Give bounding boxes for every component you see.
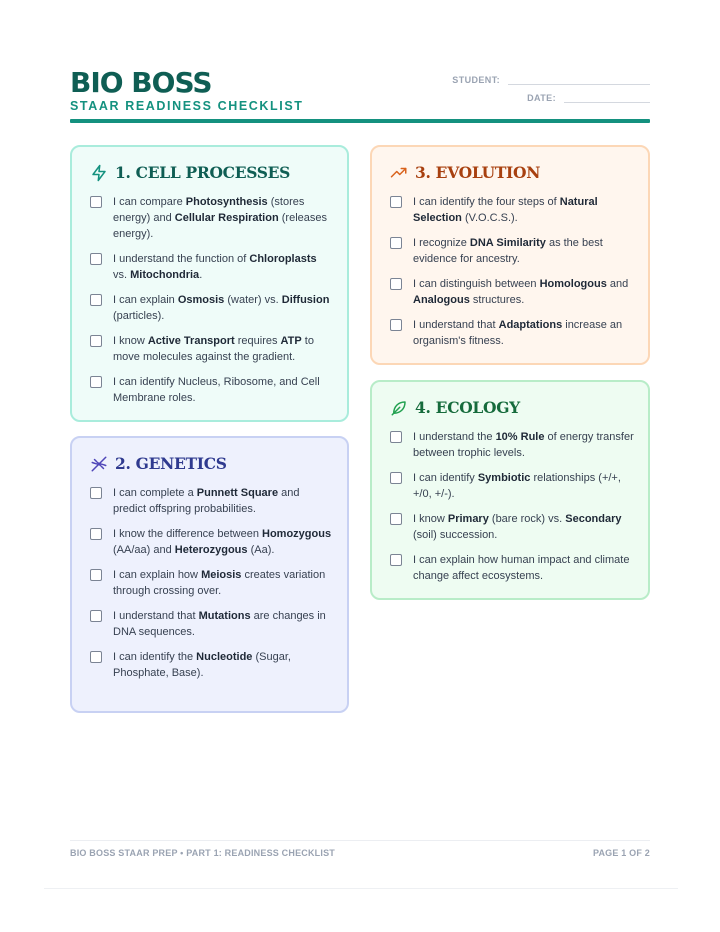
checkbox[interactable] <box>390 196 402 208</box>
key-term: ATP <box>280 335 302 347</box>
checklist-item <box>90 333 333 365</box>
item-text-run: to move molecules against the gradient. <box>113 335 314 363</box>
section-ecology <box>370 380 650 600</box>
checklist-item <box>90 526 333 558</box>
section-header <box>390 163 540 182</box>
checkbox[interactable] <box>390 319 402 331</box>
student-field <box>452 72 650 85</box>
checklist-item-text <box>113 292 333 324</box>
item-text-run: structures. <box>469 294 525 306</box>
key-term: Homologous <box>539 278 607 290</box>
item-text-run: (releases energy). <box>113 212 327 240</box>
checklist-item <box>90 567 333 599</box>
key-term: Primary <box>447 513 489 525</box>
checkbox[interactable] <box>390 237 402 249</box>
section-cell-processes <box>70 145 349 422</box>
key-term: Symbiotic <box>477 472 531 484</box>
page-edge <box>44 888 678 889</box>
item-text-run: requires <box>234 335 281 347</box>
item-text-run: are changes in DNA sequences. <box>113 610 326 638</box>
student-blank-line[interactable] <box>508 72 650 85</box>
checklist-item-text <box>113 649 333 681</box>
item-text-run: (AA/aa) and <box>113 544 175 556</box>
checklist-item-text <box>413 276 634 308</box>
checklist-item-text <box>113 526 333 558</box>
trending-up-icon <box>390 164 408 182</box>
key-term: 10% Rule <box>495 431 545 443</box>
lightning-bolt-icon <box>90 164 108 182</box>
section-title: 1. CELL PROCESSES <box>115 163 291 182</box>
item-text-run: (bare rock) vs. <box>488 513 566 525</box>
page-number: PAGE 1 OF 2 <box>592 848 650 858</box>
item-text-run: I know <box>413 513 448 525</box>
checkbox[interactable] <box>390 554 402 566</box>
item-text-run: I can explain how <box>113 569 202 581</box>
section-genetics <box>70 436 349 713</box>
item-text-run: as the best evidence for ancestry. <box>413 237 603 265</box>
section-title: 2. GENETICS <box>115 454 227 473</box>
checkbox[interactable] <box>90 253 102 265</box>
item-text-run: (stores energy) and <box>113 196 305 224</box>
item-text-run: of energy transfer between trophic levels. <box>413 431 634 459</box>
checklist-item <box>390 511 634 543</box>
checklist-item <box>90 194 333 242</box>
checkbox[interactable] <box>390 472 402 484</box>
key-term: Homozygous <box>262 528 332 540</box>
item-text-run: I know the difference between <box>113 528 263 540</box>
checklist-item <box>390 429 634 461</box>
item-text-run: I can identify <box>413 472 478 484</box>
key-term: DNA Similarity <box>469 237 546 249</box>
checklist-item <box>390 194 634 226</box>
item-text-run: I understand that <box>113 610 199 622</box>
page-title: BIO BOSS <box>70 66 212 99</box>
checklist-item-text <box>413 194 634 226</box>
date-field <box>527 90 650 103</box>
item-text-run: I can explain <box>113 294 178 306</box>
checkbox[interactable] <box>390 278 402 290</box>
checklist-item-text <box>413 317 634 349</box>
checkbox[interactable] <box>90 294 102 306</box>
item-text-run: (Sugar, Phosphate, Base). <box>113 651 291 679</box>
student-label: STUDENT: <box>452 75 500 85</box>
section-header <box>90 454 227 473</box>
item-text-run: . <box>199 269 203 281</box>
item-text-run: increase an organism's fitness. <box>413 319 623 347</box>
checklist-item <box>390 235 634 267</box>
checkbox[interactable] <box>90 487 102 499</box>
checklist-item-text <box>413 511 634 543</box>
footer-divider <box>70 840 650 841</box>
section-header <box>390 398 520 417</box>
checklist-item-text <box>413 552 634 584</box>
checklist-item <box>390 470 634 502</box>
item-text-run: vs. <box>113 269 131 281</box>
checklist <box>90 194 333 415</box>
key-term: Natural Selection <box>413 196 598 224</box>
checklist-item <box>90 608 333 640</box>
key-term: Adaptations <box>498 319 563 331</box>
section-header <box>90 163 290 182</box>
checklist-item <box>90 485 333 517</box>
item-text-run: I can compare <box>113 196 186 208</box>
item-text-run: I can complete a <box>113 487 197 499</box>
checklist-item-text <box>413 235 634 267</box>
key-term: Mutations <box>198 610 251 622</box>
checkbox[interactable] <box>390 513 402 525</box>
key-term: Analogous <box>413 294 470 306</box>
checklist-item-text <box>113 374 333 406</box>
checklist-item <box>390 276 634 308</box>
item-text-run: I understand the function of <box>113 253 250 265</box>
dna-icon <box>90 455 108 473</box>
checklist-item-text <box>113 194 333 242</box>
item-text-run: (soil) succession. <box>413 529 498 541</box>
checklist-item-text <box>413 470 634 502</box>
checklist-item <box>90 649 333 681</box>
item-text-run: I can identify Nucleus, Ribosome, and Cell Membrane roles. <box>113 376 320 404</box>
section-title: 4. ECOLOGY <box>415 398 520 417</box>
checklist-item <box>90 374 333 406</box>
checklist-item-text <box>113 251 333 283</box>
checkbox[interactable] <box>90 196 102 208</box>
key-term: Active Transport <box>147 335 235 347</box>
key-term: Cellular Respiration <box>174 212 279 224</box>
checklist-item-text <box>113 333 333 365</box>
checklist-item <box>390 552 634 584</box>
checklist-item <box>390 317 634 349</box>
date-label: DATE: <box>527 93 556 103</box>
checklist-item-text <box>113 567 333 599</box>
checkbox[interactable] <box>390 431 402 443</box>
checklist <box>390 429 634 593</box>
item-text-run: I can distinguish between <box>413 278 540 290</box>
key-term: Photosynthesis <box>185 196 268 208</box>
item-text-run: I understand that <box>413 319 499 331</box>
key-term: Punnett Square <box>196 487 279 499</box>
checkbox[interactable] <box>90 528 102 540</box>
key-term: Heterozygous <box>174 544 248 556</box>
item-text-run: I know <box>113 335 148 347</box>
item-text-run: (Aa). <box>247 544 275 556</box>
date-blank-line[interactable] <box>564 90 650 103</box>
checkbox[interactable] <box>90 569 102 581</box>
key-term: Meiosis <box>201 569 242 581</box>
key-term: Secondary <box>565 513 622 525</box>
key-term: Chloroplasts <box>249 253 317 265</box>
page-header <box>70 66 650 126</box>
checklist-item <box>90 292 333 324</box>
section-evolution <box>370 145 650 365</box>
checkbox[interactable] <box>90 651 102 663</box>
item-text-run: I can identify the <box>113 651 197 663</box>
checklist-item-text <box>113 608 333 640</box>
leaf-icon <box>390 399 408 417</box>
checkbox[interactable] <box>90 335 102 347</box>
page-subtitle: STAAR READINESS CHECKLIST <box>70 99 304 113</box>
key-term: Nucleotide <box>196 651 253 663</box>
item-text-run: (water) vs. <box>224 294 282 306</box>
checkbox[interactable] <box>90 610 102 622</box>
section-title: 3. EVOLUTION <box>415 163 541 182</box>
key-term: Diffusion <box>281 294 330 306</box>
checklist <box>390 194 634 358</box>
key-term: Osmosis <box>177 294 225 306</box>
item-text-run: (particles). <box>113 310 165 322</box>
checklist-item-text <box>113 485 333 517</box>
checklist-item-text <box>413 429 634 461</box>
item-text-run: and <box>606 278 629 290</box>
key-term: Mitochondria <box>130 269 200 281</box>
checklist-item <box>90 251 333 283</box>
item-text-run: (V.O.C.S.). <box>461 212 518 224</box>
item-text-run: I understand the <box>413 431 496 443</box>
item-text-run: relationships (+/+, +/0, +/-). <box>413 472 621 500</box>
item-text-run: creates variation through crossing over. <box>113 569 326 597</box>
header-divider <box>70 119 650 123</box>
item-text-run: I can explain how human impact and climate change affect ecosystems. <box>413 554 630 582</box>
footer-title: BIO BOSS STAAR PREP • PART 1: READINESS CHECKLIST <box>70 848 335 858</box>
item-text-run: I recognize <box>413 237 470 249</box>
item-text-run: I can identify the four steps of <box>413 196 560 208</box>
checklist <box>90 485 333 690</box>
item-text-run: and predict offspring probabilities. <box>113 487 300 515</box>
checkbox[interactable] <box>90 376 102 388</box>
